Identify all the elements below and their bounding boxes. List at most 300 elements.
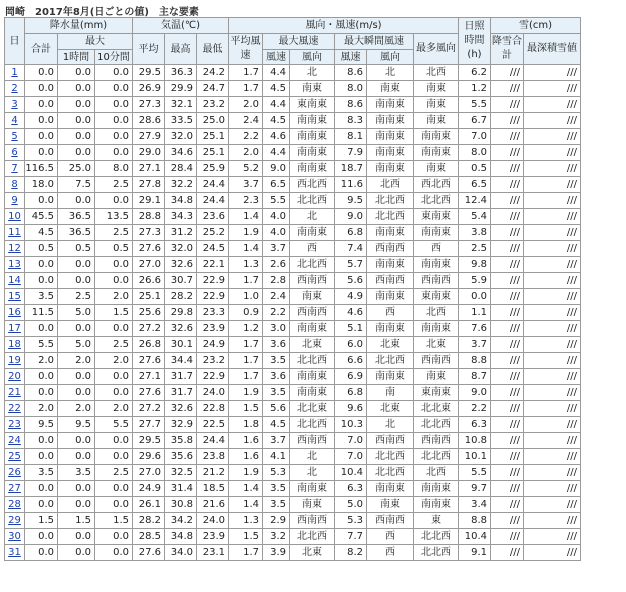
cell-sunshine: 3.7 <box>459 337 491 353</box>
header-snowfall: 降雪合計 <box>491 34 524 65</box>
cell-day[interactable] <box>5 257 25 273</box>
cell-precip-1h: 0.0 <box>58 433 95 449</box>
cell-wind-gust-speed: 8.6 <box>335 65 367 81</box>
day-link[interactable]: 22 <box>8 403 21 414</box>
cell-wind-max-direction: 南南東 <box>290 321 335 337</box>
cell-day[interactable] <box>5 113 25 129</box>
day-link[interactable]: 23 <box>8 419 21 430</box>
cell-precip-total: 0.0 <box>25 529 58 545</box>
cell-precip-1h: 0.0 <box>58 65 95 81</box>
cell-snowfall: /// <box>491 417 524 433</box>
cell-wind-gust-speed: 6.3 <box>335 481 367 497</box>
cell-wind-most-direction: 北北東 <box>414 401 459 417</box>
cell-sunshine: 5.5 <box>459 465 491 481</box>
cell-temp-max: 31.2 <box>165 225 197 241</box>
cell-wind-avg: 1.7 <box>229 545 263 561</box>
cell-wind-max-speed: 5.3 <box>263 465 290 481</box>
cell-day[interactable] <box>5 433 25 449</box>
cell-wind-most-direction: 南南東 <box>414 497 459 513</box>
cell-precip-1h: 0.0 <box>58 369 95 385</box>
cell-day[interactable] <box>5 529 25 545</box>
cell-wind-most-direction: 東南東 <box>414 385 459 401</box>
cell-day[interactable] <box>5 513 25 529</box>
cell-wind-avg: 1.4 <box>229 497 263 513</box>
cell-snow-depth: /// <box>524 321 581 337</box>
cell-snow-depth: /// <box>524 513 581 529</box>
cell-precip-1h: 0.0 <box>58 113 95 129</box>
cell-wind-max-direction: 南東 <box>290 81 335 97</box>
day-link[interactable]: 2 <box>11 83 18 94</box>
cell-wind-avg: 2.4 <box>229 113 263 129</box>
cell-wind-max-speed: 3.6 <box>263 369 290 385</box>
cell-snowfall: /// <box>491 529 524 545</box>
cell-wind-max-speed: 2.4 <box>263 289 290 305</box>
cell-wind-gust-speed: 5.3 <box>335 513 367 529</box>
cell-wind-max-direction: 北 <box>290 209 335 225</box>
header-precip-10m: 10分間 <box>95 50 133 65</box>
cell-wind-max-speed: 3.5 <box>263 481 290 497</box>
cell-precip-total: 0.0 <box>25 497 58 513</box>
day-link[interactable]: 6 <box>11 147 18 158</box>
header-temp-min: 最低 <box>197 34 229 65</box>
header-sunshine: 日照時間(h) <box>459 18 491 65</box>
day-link[interactable]: 29 <box>8 515 21 526</box>
cell-temp-min: 24.7 <box>197 81 229 97</box>
cell-snow-depth: /// <box>524 289 581 305</box>
cell-precip-10m: 2.5 <box>95 337 133 353</box>
cell-day[interactable] <box>5 465 25 481</box>
cell-wind-avg: 1.7 <box>229 81 263 97</box>
cell-day[interactable] <box>5 321 25 337</box>
day-link[interactable]: 15 <box>8 291 21 302</box>
cell-wind-max-speed: 2.2 <box>263 305 290 321</box>
cell-wind-most-direction: 北北西 <box>414 417 459 433</box>
cell-temp-avg: 28.8 <box>133 209 165 225</box>
cell-temp-min: 24.4 <box>197 177 229 193</box>
cell-day[interactable] <box>5 209 25 225</box>
cell-wind-most-direction: 南南東 <box>414 145 459 161</box>
cell-sunshine: 9.7 <box>459 481 491 497</box>
cell-snowfall: /// <box>491 225 524 241</box>
cell-wind-gust-direction: 北北西 <box>367 353 414 369</box>
cell-temp-max: 29.8 <box>165 305 197 321</box>
cell-precip-10m: 0.0 <box>95 497 133 513</box>
cell-day[interactable] <box>5 161 25 177</box>
cell-precip-total: 9.5 <box>25 417 58 433</box>
cell-precip-10m: 0.0 <box>95 449 133 465</box>
cell-temp-avg: 29.0 <box>133 145 165 161</box>
day-link[interactable]: 12 <box>8 243 21 254</box>
cell-day[interactable] <box>5 65 25 81</box>
header-precip-max: 最大 <box>58 34 133 50</box>
cell-wind-gust-speed: 8.0 <box>335 81 367 97</box>
cell-wind-max-speed: 4.5 <box>263 113 290 129</box>
cell-wind-most-direction: 北北西 <box>414 545 459 561</box>
cell-precip-1h: 0.0 <box>58 385 95 401</box>
cell-snowfall: /// <box>491 177 524 193</box>
cell-snowfall: /// <box>491 433 524 449</box>
cell-snow-depth: /// <box>524 161 581 177</box>
cell-wind-avg: 1.7 <box>229 369 263 385</box>
cell-day[interactable] <box>5 369 25 385</box>
cell-wind-gust-direction: 西南西 <box>367 273 414 289</box>
cell-temp-avg: 27.1 <box>133 161 165 177</box>
cell-temp-min: 25.1 <box>197 129 229 145</box>
cell-precip-10m: 0.0 <box>95 65 133 81</box>
cell-snow-depth: /// <box>524 337 581 353</box>
cell-precip-10m: 1.5 <box>95 513 133 529</box>
cell-temp-max: 32.9 <box>165 417 197 433</box>
cell-precip-10m: 0.0 <box>95 193 133 209</box>
cell-sunshine: 2.5 <box>459 241 491 257</box>
cell-sunshine: 5.5 <box>459 97 491 113</box>
day-link[interactable]: 13 <box>8 259 21 270</box>
day-link[interactable]: 5 <box>11 131 18 142</box>
cell-wind-most-direction: 南東 <box>414 81 459 97</box>
cell-snowfall: /// <box>491 497 524 513</box>
cell-wind-most-direction: 南南東 <box>414 481 459 497</box>
cell-day[interactable] <box>5 273 25 289</box>
cell-temp-min: 21.2 <box>197 465 229 481</box>
header-wind-gust: 最大瞬間風速 <box>335 34 414 50</box>
cell-precip-10m: 2.0 <box>95 289 133 305</box>
cell-wind-avg: 3.7 <box>229 177 263 193</box>
cell-precip-total: 0.0 <box>25 145 58 161</box>
day-link[interactable]: 30 <box>8 531 21 542</box>
cell-temp-min: 22.8 <box>197 401 229 417</box>
cell-temp-avg: 27.9 <box>133 129 165 145</box>
cell-snowfall: /// <box>491 481 524 497</box>
cell-wind-gust-direction: 南東 <box>367 81 414 97</box>
cell-precip-10m: 2.5 <box>95 225 133 241</box>
cell-temp-max: 33.5 <box>165 113 197 129</box>
cell-day[interactable] <box>5 81 25 97</box>
cell-day[interactable] <box>5 385 25 401</box>
cell-precip-total: 0.5 <box>25 241 58 257</box>
table-row <box>5 481 581 497</box>
cell-sunshine: 9.1 <box>459 545 491 561</box>
cell-wind-most-direction: 南南東 <box>414 321 459 337</box>
cell-sunshine: 0.5 <box>459 161 491 177</box>
cell-sunshine: 8.0 <box>459 145 491 161</box>
cell-temp-min: 24.4 <box>197 193 229 209</box>
cell-sunshine: 9.8 <box>459 257 491 273</box>
cell-wind-gust-direction: 南南東 <box>367 97 414 113</box>
day-link[interactable]: 27 <box>8 483 21 494</box>
cell-temp-min: 23.6 <box>197 209 229 225</box>
cell-wind-gust-direction: 北北西 <box>367 449 414 465</box>
cell-day[interactable] <box>5 337 25 353</box>
cell-temp-max: 34.8 <box>165 529 197 545</box>
cell-wind-avg: 1.2 <box>229 321 263 337</box>
cell-sunshine: 12.4 <box>459 193 491 209</box>
cell-wind-max-direction: 南南東 <box>290 161 335 177</box>
cell-temp-min: 23.3 <box>197 305 229 321</box>
cell-precip-10m: 2.5 <box>95 177 133 193</box>
table-row <box>5 209 581 225</box>
header-max-speed: 風速 <box>263 50 290 65</box>
cell-precip-1h: 0.5 <box>58 241 95 257</box>
cell-day[interactable] <box>5 225 25 241</box>
cell-day[interactable] <box>5 193 25 209</box>
cell-precip-total: 18.0 <box>25 177 58 193</box>
cell-precip-1h: 3.5 <box>58 465 95 481</box>
cell-precip-1h: 2.0 <box>58 401 95 417</box>
cell-snowfall: /// <box>491 81 524 97</box>
cell-temp-avg: 26.9 <box>133 81 165 97</box>
cell-wind-gust-direction: 北東 <box>367 337 414 353</box>
cell-snow-depth: /// <box>524 449 581 465</box>
cell-day[interactable] <box>5 145 25 161</box>
cell-sunshine: 8.8 <box>459 513 491 529</box>
cell-wind-max-direction: 北 <box>290 465 335 481</box>
cell-temp-max: 30.7 <box>165 273 197 289</box>
cell-day[interactable] <box>5 417 25 433</box>
cell-day[interactable] <box>5 129 25 145</box>
cell-snowfall: /// <box>491 257 524 273</box>
cell-wind-max-speed: 4.0 <box>263 225 290 241</box>
table-row <box>5 545 581 561</box>
cell-day[interactable] <box>5 289 25 305</box>
day-link[interactable]: 11 <box>8 227 21 238</box>
cell-temp-min: 23.2 <box>197 353 229 369</box>
cell-snowfall: /// <box>491 65 524 81</box>
cell-snowfall: /// <box>491 545 524 561</box>
cell-snowfall: /// <box>491 449 524 465</box>
cell-wind-most-direction: 南東 <box>414 369 459 385</box>
cell-wind-gust-speed: 5.1 <box>335 321 367 337</box>
cell-temp-min: 25.9 <box>197 161 229 177</box>
day-link[interactable]: 14 <box>8 275 21 286</box>
cell-precip-1h: 5.0 <box>58 305 95 321</box>
cell-wind-max-speed: 3.9 <box>263 545 290 561</box>
cell-wind-gust-direction: 南 <box>367 385 414 401</box>
cell-sunshine: 7.6 <box>459 321 491 337</box>
cell-wind-max-speed: 6.5 <box>263 177 290 193</box>
table-row <box>5 97 581 113</box>
day-link[interactable]: 18 <box>8 339 21 350</box>
cell-wind-gust-speed: 9.6 <box>335 401 367 417</box>
cell-temp-max: 32.2 <box>165 177 197 193</box>
cell-precip-10m: 0.0 <box>95 81 133 97</box>
day-link[interactable]: 7 <box>11 163 18 174</box>
cell-temp-max: 34.2 <box>165 513 197 529</box>
day-link[interactable]: 4 <box>11 115 18 126</box>
table-row <box>5 177 581 193</box>
day-link[interactable]: 17 <box>8 323 21 334</box>
cell-temp-avg: 29.5 <box>133 65 165 81</box>
cell-wind-gust-direction: 南南東 <box>367 129 414 145</box>
cell-wind-gust-direction: 西南西 <box>367 241 414 257</box>
cell-wind-gust-speed: 8.6 <box>335 97 367 113</box>
cell-precip-1h: 0.0 <box>58 529 95 545</box>
day-link[interactable]: 24 <box>8 435 21 446</box>
cell-wind-most-direction: 南南東 <box>414 225 459 241</box>
cell-wind-gust-speed: 4.9 <box>335 289 367 305</box>
cell-day[interactable] <box>5 177 25 193</box>
cell-wind-max-speed: 2.8 <box>263 273 290 289</box>
cell-wind-avg: 1.9 <box>229 385 263 401</box>
cell-wind-max-speed: 3.5 <box>263 353 290 369</box>
cell-day[interactable] <box>5 97 25 113</box>
cell-snow-depth: /// <box>524 353 581 369</box>
cell-wind-gust-speed: 6.9 <box>335 369 367 385</box>
cell-snow-depth: /// <box>524 129 581 145</box>
cell-snowfall: /// <box>491 321 524 337</box>
cell-wind-gust-speed: 6.8 <box>335 385 367 401</box>
cell-wind-gust-direction: 北北西 <box>367 209 414 225</box>
day-link[interactable]: 31 <box>8 547 21 558</box>
cell-temp-avg: 27.6 <box>133 353 165 369</box>
day-link[interactable]: 3 <box>11 99 18 110</box>
cell-temp-avg: 27.1 <box>133 369 165 385</box>
cell-wind-avg: 1.4 <box>229 241 263 257</box>
cell-snow-depth: /// <box>524 193 581 209</box>
cell-precip-10m: 0.0 <box>95 97 133 113</box>
day-link[interactable]: 25 <box>8 451 21 462</box>
cell-temp-avg: 27.0 <box>133 465 165 481</box>
cell-precip-10m: 0.0 <box>95 481 133 497</box>
cell-wind-max-speed: 4.4 <box>263 65 290 81</box>
cell-day[interactable] <box>5 353 25 369</box>
cell-precip-total: 0.0 <box>25 385 58 401</box>
cell-day[interactable] <box>5 497 25 513</box>
cell-snowfall: /// <box>491 513 524 529</box>
cell-snow-depth: /// <box>524 81 581 97</box>
cell-wind-most-direction: 南南東 <box>414 257 459 273</box>
cell-snow-depth: /// <box>524 145 581 161</box>
day-link[interactable]: 21 <box>8 387 21 398</box>
cell-wind-gust-direction: 北東 <box>367 401 414 417</box>
cell-snow-depth: /// <box>524 177 581 193</box>
cell-temp-avg: 27.0 <box>133 257 165 273</box>
cell-temp-min: 22.9 <box>197 273 229 289</box>
cell-wind-gust-speed: 5.6 <box>335 273 367 289</box>
cell-wind-gust-speed: 11.6 <box>335 177 367 193</box>
table-row <box>5 161 581 177</box>
table-row <box>5 65 581 81</box>
cell-wind-max-speed: 4.4 <box>263 97 290 113</box>
day-link[interactable]: 1 <box>11 67 18 78</box>
day-link[interactable]: 10 <box>8 211 21 222</box>
day-link[interactable]: 8 <box>11 179 18 190</box>
day-link[interactable]: 16 <box>8 307 21 318</box>
cell-sunshine: 3.8 <box>459 225 491 241</box>
daily-weather-table <box>4 17 581 561</box>
cell-precip-total: 0.0 <box>25 193 58 209</box>
cell-precip-total: 0.0 <box>25 97 58 113</box>
cell-wind-gust-speed: 5.0 <box>335 497 367 513</box>
cell-precip-10m: 0.0 <box>95 321 133 337</box>
cell-wind-gust-speed: 7.9 <box>335 145 367 161</box>
cell-precip-total: 0.0 <box>25 433 58 449</box>
cell-temp-max: 32.1 <box>165 97 197 113</box>
cell-temp-min: 23.9 <box>197 529 229 545</box>
cell-day[interactable] <box>5 481 25 497</box>
cell-wind-gust-speed: 5.7 <box>335 257 367 273</box>
cell-wind-most-direction: 西 <box>414 241 459 257</box>
cell-day[interactable] <box>5 545 25 561</box>
cell-temp-avg: 26.6 <box>133 273 165 289</box>
cell-precip-10m: 2.0 <box>95 353 133 369</box>
cell-wind-max-direction: 西南西 <box>290 513 335 529</box>
header-precip-1h: 1時間 <box>58 50 95 65</box>
cell-temp-avg: 27.3 <box>133 97 165 113</box>
cell-temp-max: 34.4 <box>165 353 197 369</box>
cell-temp-max: 31.4 <box>165 481 197 497</box>
cell-wind-gust-direction: 南南東 <box>367 113 414 129</box>
day-link[interactable]: 19 <box>8 355 21 366</box>
header-gust-speed: 風速 <box>335 50 367 65</box>
cell-wind-gust-direction: 西 <box>367 305 414 321</box>
day-link[interactable]: 20 <box>8 371 21 382</box>
cell-wind-max-direction: 南南東 <box>290 129 335 145</box>
cell-snowfall: /// <box>491 209 524 225</box>
cell-snow-depth: /// <box>524 209 581 225</box>
table-row <box>5 529 581 545</box>
cell-snow-depth: /// <box>524 241 581 257</box>
cell-sunshine: 6.2 <box>459 65 491 81</box>
cell-wind-max-speed: 4.6 <box>263 129 290 145</box>
cell-precip-total: 1.5 <box>25 513 58 529</box>
cell-precip-1h: 0.0 <box>58 273 95 289</box>
day-link[interactable]: 9 <box>11 195 18 206</box>
cell-temp-avg: 29.5 <box>133 433 165 449</box>
cell-temp-min: 23.2 <box>197 97 229 113</box>
cell-precip-10m: 0.0 <box>95 369 133 385</box>
cell-precip-total: 5.5 <box>25 337 58 353</box>
cell-precip-total: 2.0 <box>25 353 58 369</box>
day-link[interactable]: 28 <box>8 499 21 510</box>
cell-precip-1h: 2.5 <box>58 289 95 305</box>
cell-day[interactable] <box>5 449 25 465</box>
cell-wind-gust-speed: 7.4 <box>335 241 367 257</box>
cell-precip-1h: 0.0 <box>58 497 95 513</box>
cell-temp-min: 18.5 <box>197 481 229 497</box>
cell-temp-max: 29.9 <box>165 81 197 97</box>
cell-temp-max: 36.3 <box>165 65 197 81</box>
cell-day[interactable] <box>5 401 25 417</box>
day-link[interactable]: 26 <box>8 467 21 478</box>
cell-precip-10m: 0.0 <box>95 129 133 145</box>
cell-wind-most-direction: 西南西 <box>414 433 459 449</box>
cell-wind-max-speed: 3.7 <box>263 433 290 449</box>
cell-precip-total: 0.0 <box>25 449 58 465</box>
cell-temp-max: 35.6 <box>165 449 197 465</box>
cell-temp-max: 32.0 <box>165 241 197 257</box>
cell-temp-max: 34.3 <box>165 209 197 225</box>
cell-wind-max-direction: 西南西 <box>290 273 335 289</box>
table-row <box>5 257 581 273</box>
cell-temp-avg: 24.9 <box>133 481 165 497</box>
cell-snow-depth: /// <box>524 97 581 113</box>
cell-temp-max: 32.6 <box>165 321 197 337</box>
cell-temp-avg: 27.6 <box>133 545 165 561</box>
cell-day[interactable] <box>5 241 25 257</box>
cell-wind-max-speed: 2.9 <box>263 513 290 529</box>
cell-wind-max-direction: 東南東 <box>290 97 335 113</box>
cell-day[interactable] <box>5 305 25 321</box>
cell-precip-10m: 0.0 <box>95 433 133 449</box>
cell-wind-max-direction: 北北西 <box>290 257 335 273</box>
cell-temp-max: 32.0 <box>165 129 197 145</box>
cell-precip-1h: 0.0 <box>58 545 95 561</box>
cell-temp-avg: 27.6 <box>133 385 165 401</box>
cell-wind-avg: 1.6 <box>229 449 263 465</box>
table-row <box>5 321 581 337</box>
cell-temp-avg: 28.2 <box>133 513 165 529</box>
cell-precip-10m: 2.0 <box>95 401 133 417</box>
